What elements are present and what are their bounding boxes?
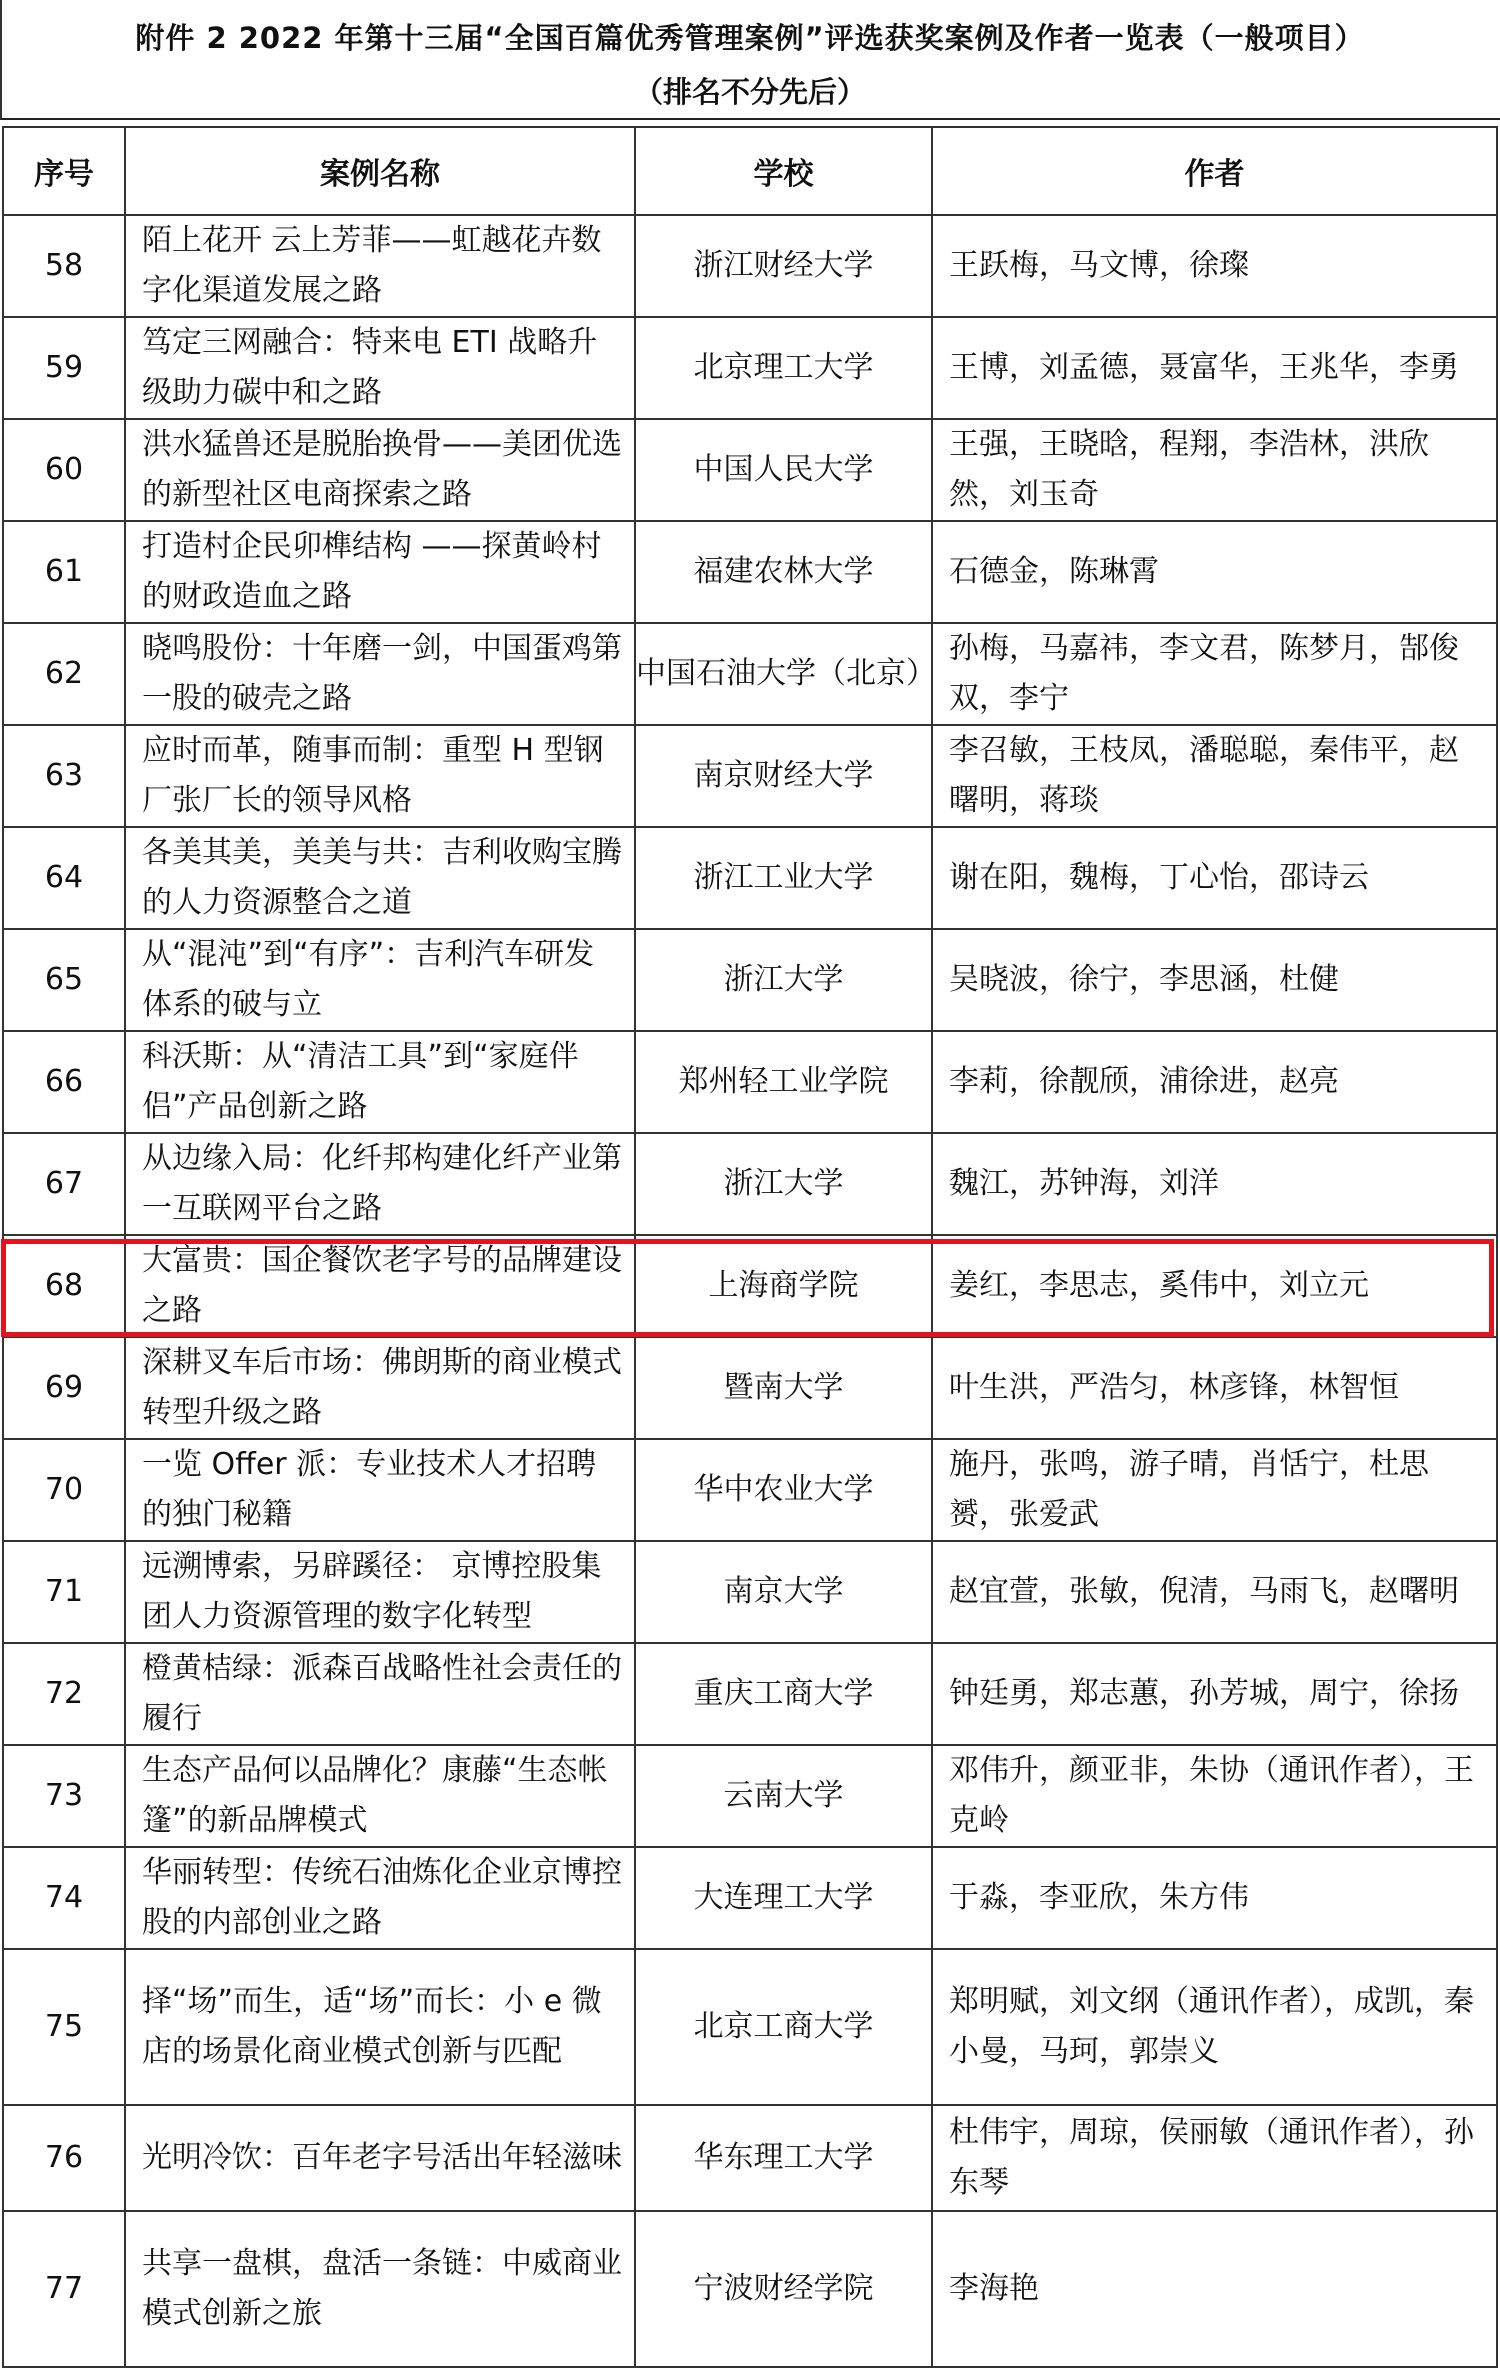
authors: 王跃梅，马文博，徐璨 [932, 215, 1497, 317]
authors: 姜红，李思志，奚伟中，刘立元 [932, 1235, 1497, 1337]
row-number: 63 [3, 725, 125, 827]
table-row [3, 1949, 1497, 2105]
header-number: 序号 [3, 127, 125, 215]
table-row-highlighted [3, 1235, 1497, 1337]
row-number: 61 [3, 521, 125, 623]
case-name: 远溯博索，另辟蹊径： 京博控股集团人力资源管理的数字化转型 [125, 1541, 635, 1643]
row-number: 64 [3, 827, 125, 929]
table-row [3, 1337, 1497, 1439]
school: 大连理工大学 [635, 1847, 932, 1949]
case-name: 择“场”而生，适“场”而长：小 e 微店的场景化商业模式创新与匹配 [125, 1949, 635, 2105]
row-number: 67 [3, 1133, 125, 1235]
authors: 施丹，张鸣，游子晴，肖恬宁，杜思赟，张爱武 [932, 1439, 1497, 1541]
row-number: 60 [3, 419, 125, 521]
award-table [2, 126, 1498, 2368]
table-row [3, 1643, 1497, 1745]
case-name: 陌上花开 云上芳菲——虹越花卉数字化渠道发展之路 [125, 215, 635, 317]
table-row [3, 725, 1497, 827]
authors: 王强，王晓晗，程翔，李浩林，洪欣然，刘玉奇 [932, 419, 1497, 521]
table-row [3, 419, 1497, 521]
school: 暨南大学 [635, 1337, 932, 1439]
school: 福建农林大学 [635, 521, 932, 623]
case-name: 笃定三网融合：特来电 ETI 战略升级助力碳中和之路 [125, 317, 635, 419]
row-number: 70 [3, 1439, 125, 1541]
table-header-row [3, 127, 1497, 215]
school: 浙江财经大学 [635, 215, 932, 317]
row-number: 65 [3, 929, 125, 1031]
school: 北京理工大学 [635, 317, 932, 419]
authors: 钟廷勇，郑志蕙，孙芳城，周宁，徐扬 [932, 1643, 1497, 1745]
school: 浙江大学 [635, 929, 932, 1031]
row-number: 59 [3, 317, 125, 419]
authors: 谢在阳，魏梅，丁心怡，邵诗云 [932, 827, 1497, 929]
school: 中国石油大学（北京） [635, 623, 932, 725]
authors: 郑明赋，刘文纲（通讯作者），成凯，秦小曼，马珂，郭崇义 [932, 1949, 1497, 2105]
case-name: 洪水猛兽还是脱胎换骨——美团优选的新型社区电商探索之路 [125, 419, 635, 521]
row-number: 75 [3, 1949, 125, 2105]
authors: 赵宜萱，张敏，倪清，马雨飞，赵曙明 [932, 1541, 1497, 1643]
row-number: 74 [3, 1847, 125, 1949]
case-name: 深耕叉车后市场：佛朗斯的商业模式转型升级之路 [125, 1337, 635, 1439]
document-subtitle: （排名不分先后） [633, 75, 866, 109]
table-row [3, 2211, 1497, 2367]
case-name: 华丽转型：传统石油炼化企业京博控股的内部创业之路 [125, 1847, 635, 1949]
case-name: 橙黄桔绿：派森百战略性社会责任的履行 [125, 1643, 635, 1745]
school: 上海商学院 [635, 1235, 932, 1337]
table-row [3, 2105, 1497, 2211]
school: 华东理工大学 [635, 2105, 932, 2211]
authors: 石德金，陈琳霄 [932, 521, 1497, 623]
table-row [3, 929, 1497, 1031]
case-name: 应时而革，随事而制：重型 H 型钢厂张厂长的领导风格 [125, 725, 635, 827]
table-row [3, 623, 1497, 725]
authors: 王博，刘孟德，聂富华，王兆华，李勇 [932, 317, 1497, 419]
header-school: 学校 [635, 127, 932, 215]
authors: 李海艳 [932, 2211, 1497, 2367]
school: 南京大学 [635, 1541, 932, 1643]
header-case-name: 案例名称 [125, 127, 635, 215]
school: 重庆工商大学 [635, 1643, 932, 1745]
school: 浙江大学 [635, 1133, 932, 1235]
row-number: 62 [3, 623, 125, 725]
case-name: 生态产品何以品牌化？康藤“生态帐篷”的新品牌模式 [125, 1745, 635, 1847]
case-name: 从边缘入局：化纤邦构建化纤产业第一互联网平台之路 [125, 1133, 635, 1235]
row-number: 77 [3, 2211, 125, 2367]
row-number: 58 [3, 215, 125, 317]
authors: 于淼，李亚欣，朱方伟 [932, 1847, 1497, 1949]
row-number: 76 [3, 2105, 125, 2211]
table-row [3, 521, 1497, 623]
document-title-block [0, 0, 1500, 120]
row-number: 69 [3, 1337, 125, 1439]
table-row [3, 317, 1497, 419]
row-number: 71 [3, 1541, 125, 1643]
table-row [3, 1541, 1497, 1643]
case-name: 各美其美，美美与共：吉利收购宝腾的人力资源整合之道 [125, 827, 635, 929]
authors: 叶生洪，严浩匀，林彦锋，林智恒 [932, 1337, 1497, 1439]
table-row [3, 1847, 1497, 1949]
school: 华中农业大学 [635, 1439, 932, 1541]
header-authors: 作者 [932, 127, 1497, 215]
case-name: 一览 Offer 派：专业技术人才招聘的独门秘籍 [125, 1439, 635, 1541]
school: 云南大学 [635, 1745, 932, 1847]
table-row [3, 1745, 1497, 1847]
case-name: 大富贵：国企餐饮老字号的品牌建设之路 [125, 1235, 635, 1337]
table-row [3, 1031, 1497, 1133]
authors: 魏江，苏钟海，刘洋 [932, 1133, 1497, 1235]
school: 郑州轻工业学院 [635, 1031, 932, 1133]
row-number: 73 [3, 1745, 125, 1847]
authors: 李莉，徐靓颀，浦徐进，赵亮 [932, 1031, 1497, 1133]
row-number: 72 [3, 1643, 125, 1745]
case-name: 科沃斯：从“清洁工具”到“家庭伴侣”产品创新之路 [125, 1031, 635, 1133]
school: 浙江工业大学 [635, 827, 932, 929]
row-number: 66 [3, 1031, 125, 1133]
school: 南京财经大学 [635, 725, 932, 827]
case-name: 从“混沌”到“有序”：吉利汽车研发体系的破与立 [125, 929, 635, 1031]
school: 北京工商大学 [635, 1949, 932, 2105]
table-row [3, 827, 1497, 929]
case-name: 打造村企民卯榫结构 ——探黄岭村的财政造血之路 [125, 521, 635, 623]
case-name: 光明冷饮：百年老字号活出年轻滋味 [125, 2105, 635, 2211]
table-row [3, 1439, 1497, 1541]
authors: 杜伟宇，周琼，侯丽敏（通讯作者），孙东琴 [932, 2105, 1497, 2211]
school: 宁波财经学院 [635, 2211, 932, 2367]
authors: 李召敏，王枝凤，潘聪聪，秦伟平，赵曙明，蒋琰 [932, 725, 1497, 827]
table-row [3, 215, 1497, 317]
authors: 吴晓波，徐宁，李思涵，杜健 [932, 929, 1497, 1031]
school: 中国人民大学 [635, 419, 932, 521]
document-title: 附件 2 2022 年第十三届“全国百篇优秀管理案例”评选获奖案例及作者一览表（一般项目） [135, 21, 1365, 55]
table-row [3, 1133, 1497, 1235]
authors: 邓伟升，颜亚非，朱协（通讯作者），王克岭 [932, 1745, 1497, 1847]
row-number: 68 [3, 1235, 125, 1337]
case-name: 共享一盘棋，盘活一条链：中威商业模式创新之旅 [125, 2211, 635, 2367]
case-name: 晓鸣股份：十年磨一剑，中国蛋鸡第一股的破壳之路 [125, 623, 635, 725]
authors: 孙梅，马嘉祎，李文君，陈梦月，郜俊双，李宁 [932, 623, 1497, 725]
